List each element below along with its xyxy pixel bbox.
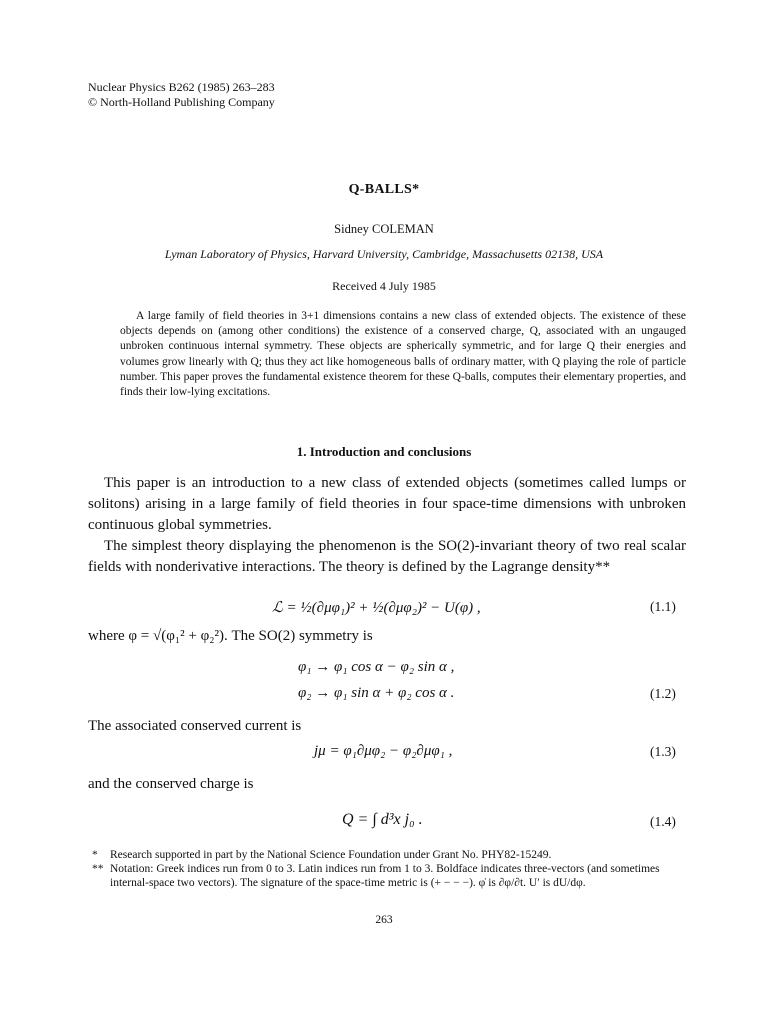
journal-line: Nuclear Physics B262 (1985) 263–283: [88, 80, 275, 94]
publisher-line: © North-Holland Publishing Company: [88, 95, 275, 109]
journal-header: [88, 80, 275, 110]
paper-title: Q-BALLS*: [348, 182, 420, 197]
received-date: Received 4 July 1985: [332, 279, 436, 293]
equation-1-3: jμ = φ₁∂μφ₂ − φ₂∂μφ₁ ,: [314, 743, 453, 759]
affiliation: Lyman Laboratory of Physics, Harvard University, Cambridge, Massachusetts 02138, USA: [164, 247, 604, 261]
charge-text: and the conserved charge is: [88, 776, 254, 792]
paragraph-2: The simplest theory displaying the phenomenon is the SO(2)-invariant theory of two real scalar fields with nonderivative interactions. The theory is defined by the Lagrange density**: [88, 538, 686, 575]
where-text: where φ = √(φ₁² + φ₂²). The SO(2) symmetry is: [88, 628, 373, 644]
footnote-mark: **: [92, 863, 104, 875]
equation-1-1: ℒ = ½(∂μφ₁)² + ½(∂μφ₂)² − U(φ) ,: [272, 600, 481, 616]
footnote-2: [92, 862, 692, 890]
footnote-text: Notation: Greek indices run from 0 to 3. Latin indices run from 1 to 3. Boldface indicates three-vectors (and sometimes internal-space two vectors). The signature of the space-time metric is (+ − − −). φ̇ is ∂φ/∂t. U′ is dU/dφ.: [110, 863, 660, 889]
abstract: A large family of field theories in 3+1 dimensions contains a new class of extended objects. The existence of these objects depends on (among other conditions) the existence of a conserved charge, Q, associated with an ungauged unbroken continuous internal symmetry. These objects are spherically symmetric, and for large Q their energies and volumes grow linearly with Q; thus they act like homogeneous balls of ordinary matter, with Q playing the role of particle number. This paper proves the fundamental existence theorem for these Q-balls, computes their elementary properties, and finds their low-lying excitations.: [120, 310, 686, 399]
footnote-text: Research supported in part by the National Science Foundation under Grant No. PHY82-15249.: [110, 849, 552, 861]
equation-1-2b: φ₂ → φ₁ sin α + φ₂ cos α .: [298, 685, 455, 701]
equation-number-1-2: (1.2): [650, 686, 676, 701]
author: Sidney COLEMAN: [334, 222, 434, 236]
footnote-1: [92, 848, 692, 862]
equation-number-1-3: (1.3): [650, 744, 676, 759]
current-text: The associated conserved current is: [88, 718, 302, 734]
equation-number-1-1: (1.1): [650, 599, 676, 614]
page-number: 263: [375, 914, 393, 926]
equation-number-1-4: (1.4): [650, 814, 676, 829]
paragraph-1: This paper is an introduction to a new class of extended objects (sometimes called lumps or solitons) arising in a large family of field theories in four space-time dimensions with unbroken continuous global symmetries.: [88, 475, 686, 533]
section-title: 1. Introduction and conclusions: [296, 444, 472, 459]
footnotes: [92, 848, 692, 890]
equation-1-2a: φ₁ → φ₁ cos α − φ₂ sin α ,: [298, 659, 455, 675]
equation-1-4: Q = ∫ d³x j₀ .: [342, 811, 423, 828]
footnote-mark: *: [92, 849, 98, 861]
